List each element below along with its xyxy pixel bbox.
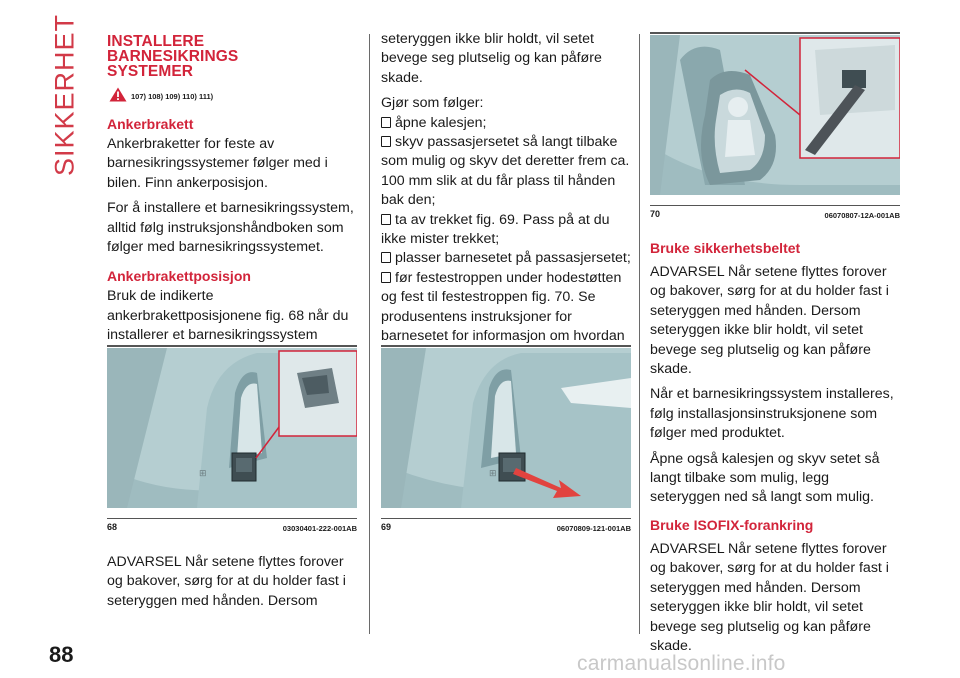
figure-68-illustration [107,348,357,508]
paragraph: Ankerbraketter for feste av barnesikringssystemer følger med i bilen. Finn ankerposisjon. [107,136,328,191]
step-item: plasser barnesetet på passasjersetet; [381,249,631,268]
figure-code: 06070809-121-001AB [556,524,631,533]
figure-70-illustration [650,35,900,195]
figure-70 [650,32,900,222]
column-1 [107,34,357,365]
paragraph: For å installere et barnesikringssystem, alltid følg instruksjonshåndboken som følger med barnesikringssystemet. [107,200,354,256]
checkbox-icon [381,136,391,147]
page-number: 88 [49,642,74,667]
figure-top-rule [107,345,357,347]
checkbox-icon [381,214,391,225]
figure-code: 06070807-12A-001AB [824,211,900,220]
checkbox-icon [381,252,391,263]
heading-bruke-sikkerhetsbeltet: Bruke sikkerhetsbeltet [650,240,801,256]
warning-row [109,87,357,102]
section-title-line-3: SYSTEMER [107,63,194,80]
paragraph: Bruk de indikerte ankerbrakettposisjonene fig. 68 når du installerer et barnesikringssystem [107,288,349,344]
step-item: ta av trekket fig. 69. Pass på at du ikke mister trekket; [381,211,610,248]
section-title-line-2: BARNESIKRINGS [107,48,239,65]
column-divider-1 [369,34,370,634]
heading-ankerbrakettposisjon: Ankerbrakettposisjon [107,268,251,285]
figure-code: 03030401-222-001AB [282,524,357,533]
figure-68 [107,345,357,535]
step-item: før festestroppen under hodestøtten og fest til festestroppen fig. 70. Se produsentens instruksjoner for barnesetet for informasjon om hvordan [381,269,625,345]
column-2 [381,30,631,366]
figure-69 [381,345,631,535]
paragraph: ADVARSEL Når setene flyttes forover og bakover, sørg for at du holder fast i seteryggen med hånden. Dersom [107,554,346,609]
figure-number: 69 [381,522,392,532]
cover-removal-illustration [381,348,631,508]
chapter-label [49,13,80,177]
watermark: carmanualsonline.info [577,652,786,675]
svg-text:⊞: ⊞ [199,469,207,479]
chapter-label-text: SIKKERHET [49,13,80,177]
warning-triangle-icon [109,87,127,102]
paragraph: ADVARSEL Når setene flyttes forover og bakover, sørg for at du holder fast i seteryggen med hånden. Dersom seteryggen ikke blir holdt, vil setet bevege seg plutselig og kan påføre skade. [650,264,889,378]
figure-top-rule [650,32,900,34]
figure-top-rule [381,345,631,347]
paragraph: Når et barnesikringssystem installeres, følg installasjonsinstruksjonene som følger med produktet. [650,386,894,442]
section-title [107,34,357,79]
child-seat-tether-illustration [650,35,900,195]
section-title-line-1: INSTALLERE [107,33,205,50]
column-3 [650,239,900,656]
figure-69-illustration [381,348,631,508]
step-list [381,114,631,366]
heading-ankerbrakett: Ankerbrakett [107,116,194,132]
paragraph: Åpne også kalesjen og skyv setet så langt tilbake som mulig, legg seteryggen ned så langt som mulig. [650,450,880,506]
step-item: åpne kalesjen; [381,114,631,133]
paragraph: ADVARSEL Når setene flyttes forover og bakover, sørg for at du holder fast i seteryggen med hånden. Dersom seteryggen ikke blir holdt, vil setet bevege seg plutselig og kan påføre skade. [650,540,889,654]
checkbox-icon [381,117,391,128]
paragraph: seteryggen ikke blir holdt, vil setet bevege seg plutselig og kan påføre skade. [381,31,602,86]
column-divider-2 [639,34,640,634]
warning-references: 107) 108) 109) 110) 111) [131,92,214,101]
column-1-bottom [107,553,357,611]
figure-number: 68 [107,522,118,532]
svg-text:⊞: ⊞ [489,469,497,479]
heading-bruke-isofix: Bruke ISOFIX-forankring [650,516,814,533]
figure-bottom-rule [107,518,357,519]
seat-anchor-illustration [107,348,357,508]
paragraph: Gjør som følger: [381,95,484,112]
figure-bottom-rule [650,205,900,206]
figure-bottom-rule [381,518,631,519]
figure-number: 70 [650,209,661,219]
step-item: skyv passasjersetet så langt tilbake som mulig og skyv det deretter frem ca. 100 mm slik at du får plass til hånden bak den; [381,134,630,209]
checkbox-icon [381,272,391,283]
